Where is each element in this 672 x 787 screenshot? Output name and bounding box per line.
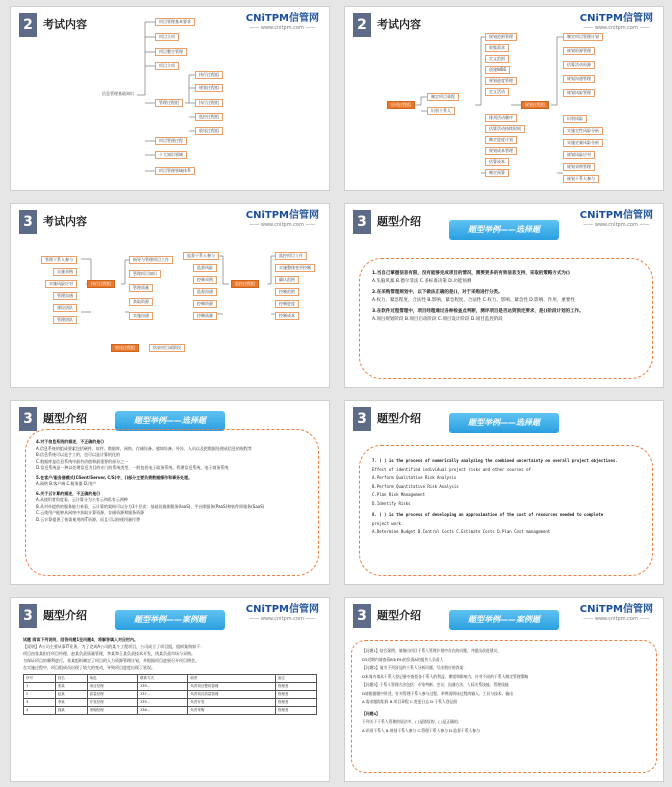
- question-text: 8. ( ) is the process of developing an approximation of the cost of resources needed to complete: [372, 512, 604, 517]
- case-line: 【问题2】请为下列涉及的干系人分析问题，写出相应的答案：: [362, 665, 467, 670]
- table-cell: 负责开发: [188, 699, 276, 707]
- question-options: A.Determine Budget B.Control Costs C.Estimate Costs D.Plan Cost management: [372, 529, 551, 534]
- case-line: A.需求跟踪矩阵 B.项目章程 C.变更日志 D.干系人登记册: [362, 699, 458, 704]
- logo-brand: CNiTPM信管网: [579, 13, 653, 24]
- section-number: 3: [353, 604, 371, 628]
- logo-brand: CNiTPM信管网: [245, 210, 319, 221]
- question-type-button[interactable]: 题型举例——案例题: [449, 610, 559, 630]
- slide-6[interactable]: [344, 400, 664, 585]
- table-cell: 139...: [138, 683, 188, 691]
- case-table: [23, 674, 317, 715]
- case-text: 在实施过程中，项目组成员出现了较大的变动，导致项目进度出现了延误。: [23, 665, 155, 670]
- mindmap-node: 指导与管理项目工作: [129, 256, 173, 264]
- table-cell: 采购经理: [87, 707, 137, 715]
- question-option: B.从对外提供的服务能力来看，云计算的架构可以分为3个层次：基础设施即服务(IaaS)、平台即服务(PaaS)和软件即服务(SaaS): [36, 503, 265, 509]
- logo-url: —— www.cnitpm.com ——: [583, 222, 650, 228]
- table-cell: 负责采购: [188, 707, 276, 715]
- mindmap-node: 实施整体变更控制: [275, 264, 315, 272]
- mindmap-node: 制定进度计划: [485, 136, 517, 144]
- mindmap-center: 信息管理基础知识: [99, 91, 137, 99]
- question-option: D.云计算提供了按需使用的IT资源，而且可以按使用量付费: [36, 516, 140, 522]
- mindmap-node: 估算活动持续时间: [485, 125, 525, 133]
- section-number: 2: [19, 13, 37, 37]
- mindmap-subbranch: 执行过程组: [195, 99, 223, 107]
- slide-title: 考试内容: [377, 18, 421, 31]
- table-cell: 3: [24, 699, 56, 707]
- mindmap-node: 收尾过程组: [111, 344, 139, 352]
- table-cell: 2: [24, 691, 56, 699]
- table-cell: 负责项目整体管理: [188, 683, 276, 691]
- logo-url: —— www.cnitpm.com ——: [249, 25, 316, 31]
- mindmap-node: 监督沟通: [193, 288, 217, 296]
- mindmap-node: 规划干系人参与: [563, 175, 599, 183]
- question-text: Effect of identified individual project risks and other sources of: [372, 466, 531, 472]
- mindmap-branch: 项目整合管理: [155, 48, 187, 56]
- slide-5[interactable]: [10, 400, 330, 585]
- table-cell: 管理者: [275, 683, 316, 691]
- question-text: 7. ( ) is the process of numerically analyzing the combined uncertainty on overall project objectives.: [372, 458, 618, 463]
- slide-7[interactable]: [10, 597, 330, 782]
- case-text: 项目由张某担任项目经理，赵某负责质量管理，李某和王某负责技术开发，钱某负责市场与采购。: [23, 651, 195, 656]
- logo-url: —— www.cnitpm.com ——: [249, 222, 316, 228]
- mindmap-node: 管理质量: [129, 284, 153, 292]
- slide-8[interactable]: [344, 597, 664, 782]
- mindmap-subbranch: 收尾过程组: [195, 127, 223, 135]
- table-cell: 质量经理: [87, 691, 137, 699]
- case-content: [23, 636, 317, 715]
- question-option: C.云使用户能够从网络中获取计算资源、存储资源和服务资源: [36, 510, 145, 515]
- table-header: 姓名: [55, 675, 87, 683]
- slide-title: 题型介绍: [377, 412, 421, 425]
- case-line: D请根据题中所述，针对管理干系人参与过程，举例说明该过程的输入、工具与技术、输出: [362, 690, 513, 696]
- question-option: A.Perform Qualitative Risk Analysis: [372, 475, 457, 480]
- table-header: 备注: [275, 675, 316, 683]
- mindmap-node: 启动过程组: [387, 101, 415, 109]
- mindmap-node: 确认范围: [275, 276, 299, 284]
- slide-2[interactable]: [344, 6, 664, 191]
- mindmap-node: 创建WBS: [485, 66, 510, 74]
- logo-url: —— www.cnitpm.com ——: [583, 25, 650, 31]
- logo-url: —— www.cnitpm.com ——: [249, 616, 316, 622]
- slide-4[interactable]: [344, 203, 664, 388]
- logo-brand: CNiTPM信管网: [245, 604, 319, 615]
- mindmap-node: 制定预算: [485, 169, 509, 177]
- table-cell: 4: [24, 707, 56, 715]
- question-text: 1.当自己掌握信息有限，没有能够完成项目的情况，需要更多的有效信息支持，采取的策略方式为(): [372, 271, 570, 276]
- brand-logo: [580, 604, 653, 623]
- table-cell: 管理者: [275, 707, 316, 715]
- mindmap-node: 定义范围: [485, 55, 509, 63]
- table-row: [24, 707, 317, 715]
- question-option: D.信息系统是一种以处理信息为目的专门的系统类型，一般包括电子政务系统、管理信息系统、电子商务系统: [36, 465, 229, 470]
- slide-title: 考试内容: [43, 215, 87, 228]
- mindmap-node: 规划成本管理: [485, 147, 517, 155]
- table-cell: 李某: [55, 699, 87, 707]
- question-type-button[interactable]: 题型举例——选择题: [449, 413, 559, 433]
- mindmap-node: 控制进度: [275, 300, 299, 308]
- question-box: [359, 445, 653, 576]
- question-box: [25, 429, 319, 576]
- table-row: [24, 683, 317, 691]
- table-cell: 开发经理: [87, 699, 137, 707]
- case-line: D3近期内请查看B3(E9)的负责A的报告人负责人: [362, 656, 444, 662]
- mindmap-subbranch: 规划过程组: [195, 84, 223, 92]
- table-cell: 1: [24, 683, 56, 691]
- mindmap-node: 识别干系人: [427, 107, 455, 115]
- section-number: 3: [353, 407, 371, 431]
- slide-title: 考试内容: [43, 18, 87, 31]
- question-text: 2.在采购管理规划中，以下做法正确的是()，对于采购进行分类。: [372, 290, 503, 295]
- question-type-button[interactable]: 题型举例——选择题: [115, 411, 225, 431]
- section-number: 3: [19, 604, 37, 628]
- table-header: 职责: [188, 675, 276, 683]
- mindmap-node: 管理团队: [53, 316, 77, 324]
- mindmap-node: 控制范围: [275, 288, 299, 296]
- question-option: A.从使用者角度看，云计算分为公有云和私有云两种: [36, 497, 128, 502]
- mindmap-node: 监督干系人参与: [183, 252, 219, 260]
- table-cell: 管理者: [275, 691, 316, 699]
- mindmap-node: 控制质量: [193, 312, 217, 320]
- mindmap-node: 控制成本: [275, 312, 299, 320]
- mindmap-node: 实施采购: [53, 268, 77, 276]
- slide-title: 题型介绍: [43, 412, 87, 425]
- mindmap-node: 识别风险: [563, 115, 587, 123]
- mindmap-node: 建设团队: [53, 304, 77, 312]
- mindmap-node: 控制采购: [193, 276, 217, 284]
- case-line: 下列关于干系人管理的说法中，( )是错误的，( )是正确的。: [362, 719, 462, 724]
- table-cell: 项目经理: [87, 683, 137, 691]
- slide-title: 题型介绍: [377, 609, 421, 622]
- mindmap-node: 实施沟通: [129, 312, 153, 320]
- table-row: [24, 691, 317, 699]
- question-options: A.项目规划阶段 B.项目启动阶段 C.项目设计阶段 D.项目监控阶段: [372, 317, 503, 322]
- question-option: B.信息系统可以是手工的，也可以是计算机化的: [36, 452, 121, 457]
- question-text: 5.在客户/服务器模式(Client/Server, C/S)中，()部分主要负责数据操作和事务处理。: [36, 474, 193, 480]
- mindmap-node: 制定项目管理计划: [563, 33, 603, 41]
- mindmap-center: 规划过程组: [521, 101, 549, 109]
- mindmap-node: 实施定量风险分析: [563, 139, 603, 147]
- mindmap-node: 实施定性风险分析: [563, 127, 603, 135]
- question-options: A.网络 B.客户端 C.服务器 D.用户: [36, 481, 97, 486]
- question-option: B.Perform Quantitative Risk Analysis: [372, 483, 459, 489]
- case-line: 【问题1】结合案例，请指出项目干系人管理计划中存在的问题，并提出改进建议。: [362, 648, 502, 653]
- mindmap-branch: 项目管理基本要求: [155, 18, 195, 26]
- table-header: 联系方式: [138, 675, 188, 683]
- table-header: 角色: [87, 675, 137, 683]
- mindmap-node: 规划进度管理: [485, 77, 517, 85]
- mindmap-node: 收集需求: [485, 44, 509, 52]
- case-line: 【问题3】干系人管理方法包括：专家判断、会议、沟通方法、人际关系技能、管理技能: [362, 682, 509, 687]
- question-option: C.Plan Risk Management: [372, 492, 425, 497]
- mindmap-node: 监督风险: [193, 264, 217, 272]
- mindmap-node: 管理项目知识: [129, 270, 161, 278]
- case-line: A.识别干系人 B.规划干系人参与 C.管理干系人参与 D.监督干系人参与: [362, 727, 480, 733]
- mindmap-node: 实施风险应对: [45, 280, 77, 288]
- mindmap-node: 规划资源管理: [563, 47, 595, 55]
- case-intro: 试题 阅读下列说明，回答问题1至问题4，将解答填入对应栏内。: [23, 637, 138, 642]
- brand-logo: [580, 210, 653, 229]
- question-type-button[interactable]: 题型举例——案例题: [115, 610, 225, 630]
- slide-title: 题型介绍: [43, 609, 87, 622]
- table-header: 序号: [24, 675, 56, 683]
- logo-brand: CNiTPM信管网: [245, 13, 319, 24]
- mindmap-node: 规划风险管理: [563, 89, 595, 97]
- mindmap-node: 规划范围管理: [485, 33, 517, 41]
- question-text: 6.关于云计算的描述，不正确的是(): [36, 490, 100, 496]
- table-row: [24, 699, 317, 707]
- section-number: 3: [19, 210, 37, 234]
- mindmap-subbranch: 监控过程组: [195, 113, 223, 121]
- mindmap-subbranch: 执行过程组: [195, 71, 223, 79]
- logo-brand: CNiTPM信管网: [579, 604, 653, 615]
- question-box: [351, 640, 657, 773]
- table-cell: 135...: [138, 699, 188, 707]
- case-line: 【问题4】: [362, 710, 380, 716]
- mindmap-node: 管理沟通: [53, 292, 77, 300]
- table-cell: 136...: [138, 707, 188, 715]
- mindmap-node: 管理干系人参与: [41, 256, 77, 264]
- question-box: [359, 258, 653, 379]
- logo-url: —— www.cnitpm.com ——: [583, 616, 650, 622]
- mindmap-node: 估算成本: [485, 158, 509, 166]
- mindmap-node: 规划风险应对: [563, 151, 595, 159]
- case-line: D本周内请从干系人登记册中查找各干系人的利益、期望和影响力，针对不同的干系人制定管理策略: [362, 673, 529, 679]
- logo-brand: CNiTPM信管网: [579, 210, 653, 221]
- question-option: A.信息系统的组成要素包括硬件、软件、数据库、网络、存储设备、感知设备、外设、人员以及把数据处理成信息的规程等: [36, 445, 252, 451]
- mindmap-node: 监控过程组: [231, 280, 259, 288]
- slide-1[interactable]: [10, 6, 330, 191]
- question-type-button[interactable]: 题型举例——选择题: [449, 220, 559, 240]
- section-number: 3: [19, 407, 37, 431]
- question-options: A.头脑风暴 B.德尔菲法 C.多标准决策 D.功能预测: [372, 279, 472, 284]
- mindmap-branch: 项目立项: [155, 62, 179, 70]
- mindmap-node: 获取资源: [129, 298, 153, 306]
- slide-title: 题型介绍: [377, 215, 421, 228]
- question-text: 4.对于信息系统的描述，不正确的是(): [36, 439, 104, 444]
- slide-3[interactable]: [10, 203, 330, 388]
- mindmap-node: 制定项目章程: [427, 93, 459, 101]
- table-cell: 张某: [55, 683, 87, 691]
- mindmap-node: 定义活动: [485, 88, 509, 96]
- mindmap-branch: 十大知识领域: [155, 151, 187, 159]
- table-cell: 钱某: [55, 707, 87, 715]
- table-cell: 赵某: [55, 691, 87, 699]
- mindmap-branch: 项目立项: [155, 33, 179, 41]
- case-text: 【说明】A公司主要从事IT业务，为了完成A公司的某个工程项目，公司成立了项目组，组织架构如下：: [23, 644, 205, 649]
- mindmap-node: 执行过程组: [87, 280, 115, 288]
- mindmap-node: 规划采购管理: [563, 163, 595, 171]
- question-options: A.权力、紧急程度、合法性 B.影响、紧急程度、合法性 C.权力、影响、紧急性 D.影响、作用、重要性: [372, 298, 575, 303]
- table-cell: 负责项目质量管理: [188, 691, 276, 699]
- question-option: C.数据库是信息系统中最有价值和最重要的部分之一: [36, 458, 129, 464]
- question-option: D.Identify Risks: [372, 500, 411, 506]
- table-cell: 管理者: [275, 699, 316, 707]
- mindmap-branch: 项目管理过程: [155, 137, 187, 145]
- table-cell: 137...: [138, 691, 188, 699]
- brand-logo: [246, 604, 319, 623]
- case-text: 为保证项目的顺利进行，张某组织制定了项目的人力资源管理计划，并根据项目进展召开项目例会。: [23, 658, 199, 663]
- mindmap-node: 控制资源: [193, 300, 217, 308]
- section-number: 3: [353, 210, 371, 234]
- mindmap-node: 估算活动资源: [563, 61, 595, 69]
- question-text: project work.: [372, 520, 404, 526]
- table-row: [24, 675, 317, 683]
- mindmap-node: 规划沟通管理: [563, 75, 595, 83]
- mindmap-node: 结束项目或阶段: [149, 344, 185, 352]
- mindmap-branch: 管理过程组: [155, 99, 183, 107]
- section-number: 2: [353, 13, 371, 37]
- question-text: 3.在软件过程管理中，项目经理通过各种检查点判断，测评项目是否达到预定要求，是()阶段计划的工作。: [372, 309, 584, 314]
- mindmap-node: 排列活动顺序: [485, 114, 517, 122]
- mindmap-node: 监控项目工作: [275, 252, 307, 260]
- mindmap-branch: 项目管理领域体系: [155, 167, 195, 175]
